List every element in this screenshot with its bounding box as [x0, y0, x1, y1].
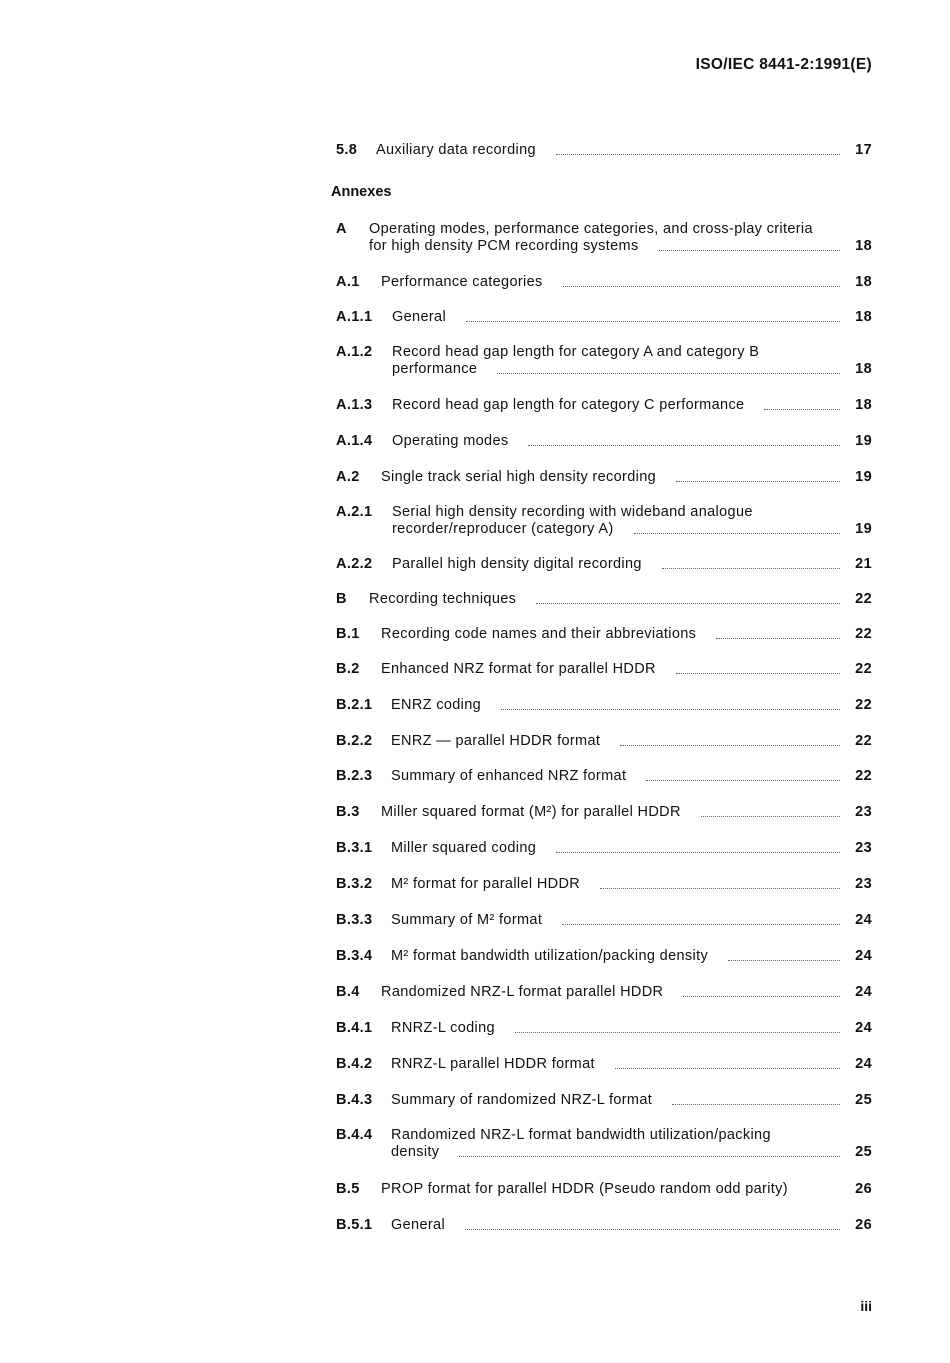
leader-dots [536, 591, 840, 604]
toc-entry-page: 22 [855, 591, 872, 607]
toc-entry-number: A.1.4 [336, 433, 373, 449]
toc-entry-number: B.3.4 [336, 948, 373, 964]
toc-entry-page: 21 [855, 556, 872, 572]
toc-entry-page: 22 [855, 661, 872, 677]
page-number-footer: iii [860, 1298, 872, 1314]
document-id-header: ISO/IEC 8441-2:1991(E) [695, 56, 872, 73]
toc-entry-page: 18 [855, 309, 872, 325]
toc-entry-number: B.3.1 [336, 840, 373, 856]
toc-entry-page: 18 [855, 397, 872, 413]
toc-entry-number: A.1.2 [336, 344, 373, 360]
toc-entry-title: Miller squared coding [391, 840, 537, 856]
toc-entry-page: 22 [855, 697, 872, 713]
toc-entry-number: A.2 [336, 469, 360, 485]
toc-entry-page: 17 [855, 142, 872, 158]
toc-entry-title: General [391, 1217, 446, 1233]
toc-entry-number: B.4 [336, 984, 360, 1000]
toc-entry-page: 24 [855, 1056, 872, 1072]
toc-entry-title: RNRZ-L parallel HDDR format [391, 1056, 595, 1072]
leader-dots [528, 433, 840, 446]
toc-entry-number: A.1.1 [336, 309, 373, 325]
toc-entry-title: Summary of enhanced NRZ format [391, 768, 627, 784]
leader-dots [794, 1181, 848, 1193]
leader-dots [646, 768, 840, 781]
toc-entry-page: 25 [855, 1144, 872, 1160]
toc-entry-number: B.5 [336, 1181, 360, 1197]
toc-entry-title: Summary of randomized NRZ-L format [391, 1092, 653, 1108]
toc-entry-page: 24 [855, 912, 872, 928]
toc-entry-title: Recording code names and their abbreviations [381, 626, 697, 642]
toc-entry-page: 25 [855, 1092, 872, 1108]
leader-dots [563, 274, 840, 287]
toc-entry-title: Miller squared format (M²) for parallel HDDR [381, 804, 681, 820]
toc-entry-title: General [392, 309, 447, 325]
toc-entry-page: 26 [855, 1217, 872, 1233]
toc-entry-number: B.4.3 [336, 1092, 373, 1108]
toc-entry-page: 26 [855, 1181, 872, 1197]
toc-entry-title-line2: performance [392, 361, 478, 377]
leader-dots [764, 397, 840, 410]
toc-entry-title-line1: Record head gap length for category A and category B [392, 344, 760, 360]
leader-dots [659, 238, 840, 251]
toc-entry-title: Randomized NRZ-L format parallel HDDR [381, 984, 664, 1000]
annexes-heading: Annexes [331, 184, 392, 200]
toc-entry-page: 18 [855, 274, 872, 290]
toc-entry-title-line1: Randomized NRZ-L format bandwidth utilization/packing [391, 1127, 771, 1143]
toc-entry-number: B.2.2 [336, 733, 373, 749]
leader-dots [676, 469, 840, 482]
toc-entry-page: 24 [855, 984, 872, 1000]
toc-entry [336, 1127, 872, 1161]
toc-entry-page: 23 [855, 876, 872, 892]
leader-dots [556, 142, 840, 155]
toc-entry-number: B.5.1 [336, 1217, 373, 1233]
toc-entry-page: 22 [855, 733, 872, 749]
toc-entry-title-line1: Operating modes, performance categories, and cross-play criteria [369, 221, 813, 237]
toc-entry-number: B.2 [336, 661, 360, 677]
toc-entry-title: M² format for parallel HDDR [391, 876, 581, 892]
toc-entry-number: B.3 [336, 804, 360, 820]
toc-entry-number: A [336, 221, 347, 237]
toc-entry [336, 221, 872, 255]
leader-dots [672, 1092, 840, 1105]
toc-entry-number: 5.8 [336, 142, 358, 158]
toc-entry-page: 19 [855, 469, 872, 485]
toc-entry-number: B.4.2 [336, 1056, 373, 1072]
toc-entry-number: A.2.2 [336, 556, 373, 572]
toc-entry-title: Parallel high density digital recording [392, 556, 642, 572]
leader-dots [683, 984, 840, 997]
toc-entry-title: Enhanced NRZ format for parallel HDDR [381, 661, 656, 677]
leader-dots [662, 556, 840, 569]
toc-entry-page: 22 [855, 768, 872, 784]
leader-dots [556, 840, 840, 853]
toc-entry-page: 24 [855, 1020, 872, 1036]
leader-dots [620, 733, 840, 746]
leader-dots [615, 1056, 840, 1069]
leader-dots [562, 912, 840, 925]
leader-dots [716, 626, 840, 639]
toc-entry [336, 344, 872, 378]
leader-dots [466, 309, 840, 322]
toc-entry-page: 18 [855, 361, 872, 377]
toc-entry-page: 24 [855, 948, 872, 964]
toc-entry-number: B.4.1 [336, 1020, 373, 1036]
toc-entry-page: 18 [855, 238, 872, 254]
toc-entry-page: 23 [855, 804, 872, 820]
toc-entry-title: Summary of M² format [391, 912, 543, 928]
toc-entry-number: B [336, 591, 347, 607]
toc-entry-title-line2: for high density PCM recording systems [369, 238, 639, 254]
leader-dots [634, 521, 840, 534]
leader-dots [459, 1144, 840, 1157]
leader-dots [676, 661, 840, 674]
toc-entry-title: Performance categories [381, 274, 543, 290]
leader-dots [501, 697, 840, 710]
toc-entry [336, 504, 872, 538]
toc-entry-title: ENRZ coding [391, 697, 482, 713]
toc-entry-title: Operating modes [392, 433, 509, 449]
toc-entry-title-line1: Serial high density recording with wideband analogue [392, 504, 753, 520]
toc-entry-title: M² format bandwidth utilization/packing density [391, 948, 709, 964]
toc-entry-title-line2: density [391, 1144, 440, 1160]
toc-entry-number: B.4.4 [336, 1127, 373, 1143]
leader-dots [515, 1020, 840, 1033]
toc-entry-number: B.3.2 [336, 876, 373, 892]
toc-entry-page: 19 [855, 433, 872, 449]
toc-entry-number: B.1 [336, 626, 360, 642]
leader-dots [465, 1217, 840, 1230]
toc-entry-number: A.1.3 [336, 397, 373, 413]
toc-entry-page: 23 [855, 840, 872, 856]
toc-entry-title: Record head gap length for category C performance [392, 397, 745, 413]
toc-entry-title: Recording techniques [369, 591, 517, 607]
leader-dots [497, 361, 840, 374]
leader-dots [701, 804, 840, 817]
toc-entry-title: RNRZ-L coding [391, 1020, 495, 1036]
toc-entry-page: 19 [855, 521, 872, 537]
toc-entry-title-line2: recorder/reproducer (category A) [392, 521, 614, 537]
toc-entry-number: A.2.1 [336, 504, 373, 520]
toc-entry-number: A.1 [336, 274, 360, 290]
toc-entry-title: ENRZ — parallel HDDR format [391, 733, 601, 749]
leader-dots [600, 876, 840, 889]
toc-entry-number: B.2.3 [336, 768, 373, 784]
toc-entry-number: B.3.3 [336, 912, 373, 928]
toc-entry-title: Single track serial high density recording [381, 469, 657, 485]
toc-entry-number: B.2.1 [336, 697, 373, 713]
leader-dots [728, 948, 840, 961]
toc-entry-title: Auxiliary data recording [376, 142, 536, 158]
toc-entry-title: PROP format for parallel HDDR (Pseudo random odd parity) [381, 1181, 788, 1197]
toc-entry-page: 22 [855, 626, 872, 642]
